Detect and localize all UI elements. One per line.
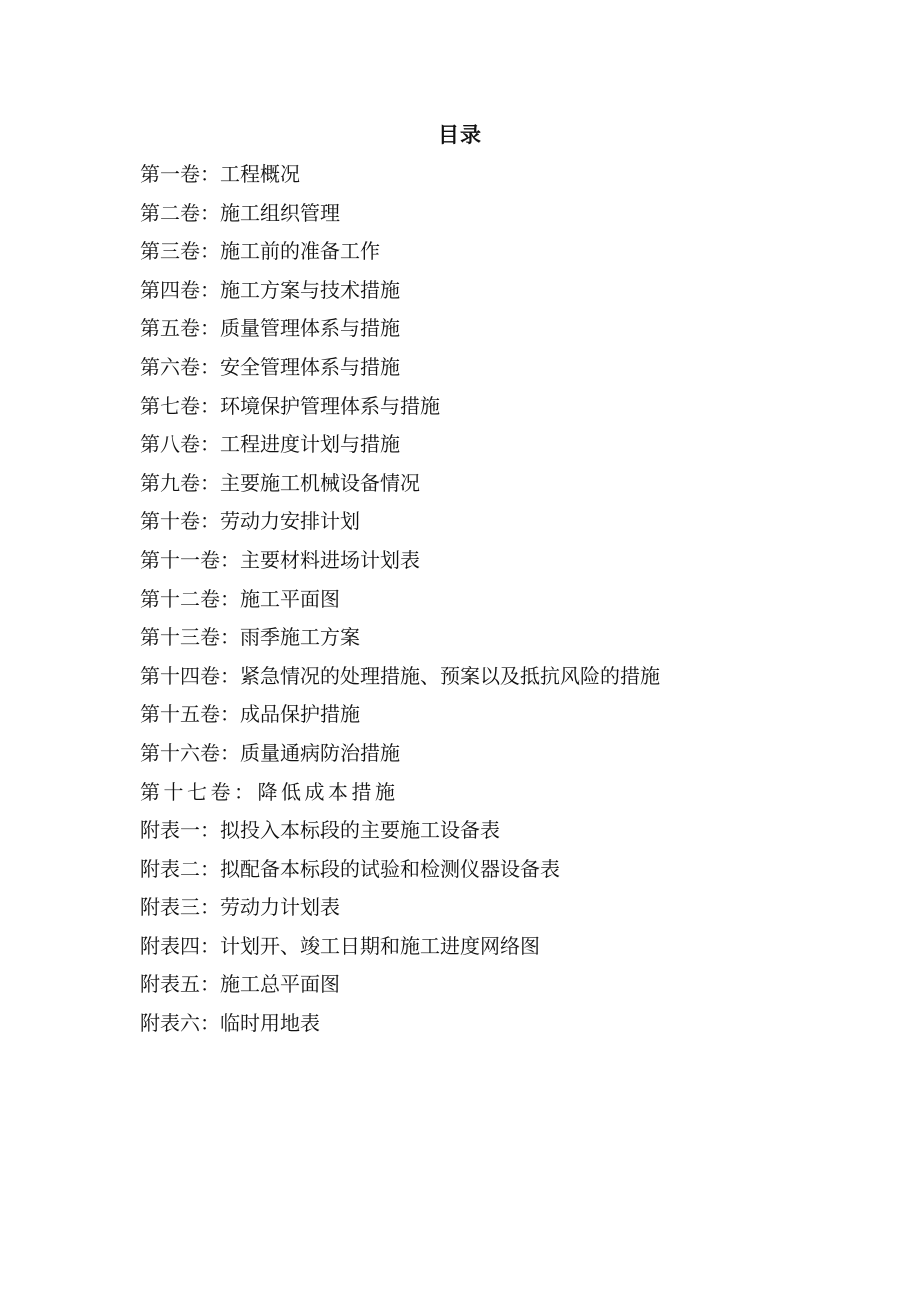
toc-entry: 第十二卷：施工平面图	[140, 586, 340, 611]
toc-entry: 附表四：计划开、竣工日期和施工进度网络图	[140, 933, 540, 958]
toc-entry: 第十七卷：降低成本措施	[140, 779, 399, 804]
toc-entry: 第三卷：施工前的准备工作	[140, 239, 380, 264]
toc-entry: 第七卷：环境保护管理体系与措施	[140, 393, 440, 418]
toc-entry: 第十一卷：主要材料进场计划表	[140, 547, 420, 572]
toc-entry: 第二卷：施工组织管理	[140, 200, 340, 225]
toc-entry: 第十三卷：雨季施工方案	[140, 625, 360, 650]
page-title: 目录	[438, 122, 482, 147]
toc-entry: 第九卷：主要施工机械设备情况	[140, 470, 420, 495]
toc-entry: 附表一：拟投入本标段的主要施工设备表	[140, 818, 500, 843]
toc-entry: 第十四卷：紧急情况的处理措施、预案以及抵抗风险的措施	[140, 663, 660, 688]
toc-entry: 附表三：劳动力计划表	[140, 895, 340, 920]
toc-entry: 第十六卷：质量通病防治措施	[140, 740, 400, 765]
toc-entry: 第五卷：质量管理体系与措施	[140, 316, 400, 341]
table-of-contents	[140, 157, 660, 1045]
toc-entry: 第六卷：安全管理体系与措施	[140, 354, 400, 379]
toc-entry: 第十五卷：成品保护措施	[140, 702, 360, 727]
toc-entry: 附表六：临时用地表	[140, 1011, 320, 1036]
toc-entry: 附表五：施工总平面图	[140, 972, 340, 997]
toc-entry: 第八卷：工程进度计划与措施	[140, 432, 400, 457]
toc-entry: 第一卷：工程概况	[140, 162, 300, 186]
toc-entry: 第十卷：劳动力安排计划	[140, 509, 360, 534]
toc-entry: 第四卷：施工方案与技术措施	[140, 277, 400, 302]
toc-entry: 附表二：拟配备本标段的试验和检测仪器设备表	[140, 856, 560, 881]
